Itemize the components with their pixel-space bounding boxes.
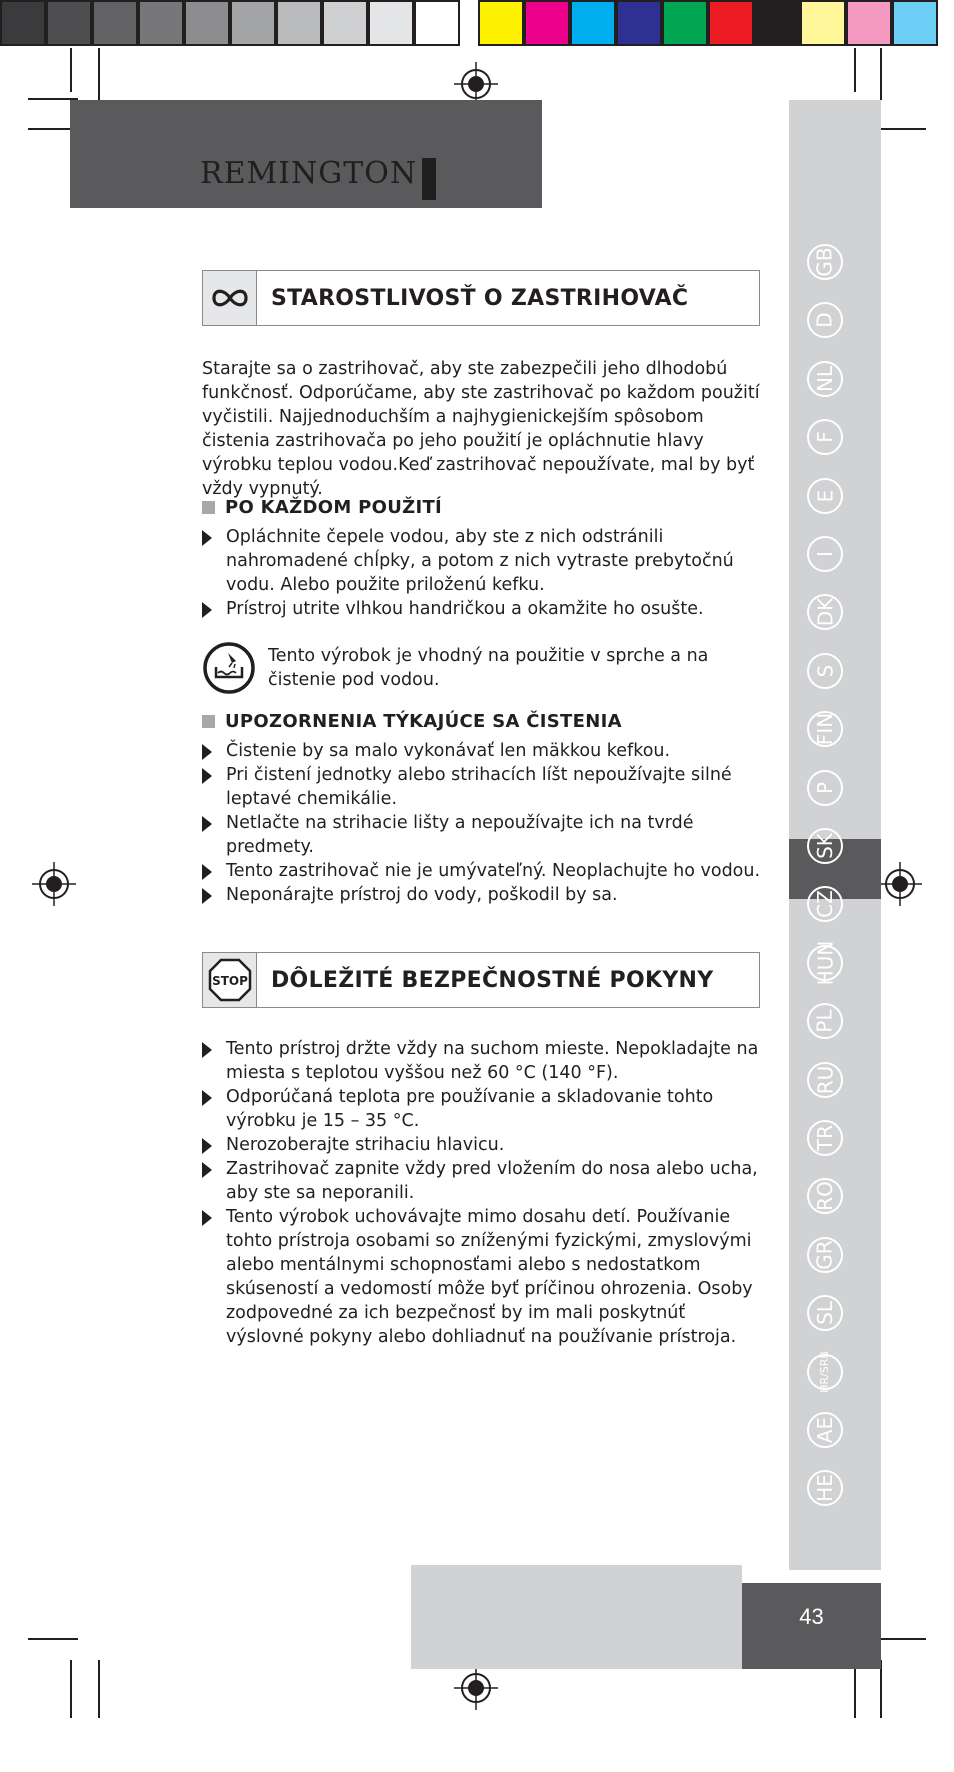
language-tab-label: GR [813, 1240, 837, 1270]
logo-bar [422, 158, 436, 200]
color-swatch [368, 0, 414, 46]
language-tab-label: F [812, 431, 837, 443]
language-tab-label: AE [812, 1416, 837, 1444]
list-item-text: Čistenie by sa malo vykonávať len mäkkou kefkou. [226, 741, 671, 761]
language-tab-label: RU [812, 1065, 837, 1094]
language-tab-sl[interactable] [807, 1295, 843, 1331]
triangle-bullet-icon [202, 816, 212, 832]
intro-paragraph: Starajte sa o zastrihovač, aby ste zabezpečili jeho dlhodobú funkčnosť. Odporúčame, aby ste zastrihovač po každom použití vyčistili. Najjednoduchším a najhygienickejším spôsobom čistenia zastrihovača po jeho použití je opláchnutie hlavy výrobku teplou vodou.Keď zastrihovač nepoužívate, mal by byť vždy vypnutý. [202, 359, 760, 499]
triangle-bullet-icon [202, 888, 212, 904]
triangle-bullet-icon [202, 1210, 212, 1226]
print-color-bar [0, 0, 954, 50]
list-item-text: Pri čistení jednotky alebo strihacích líšt nepoužívajte silné leptavé chemikálie. [226, 765, 732, 809]
language-tab-label: PL [812, 1009, 837, 1033]
list-item-text: Tento prístroj držte vždy na suchom mieste. Nepokladajte na miesta s teplotou vyššou než 60 °C (140 °F). [226, 1039, 759, 1083]
color-swatch [92, 0, 138, 46]
language-tab-label: D [813, 312, 837, 329]
language-tab-hun[interactable] [807, 940, 843, 986]
language-tab-s[interactable] [807, 653, 843, 689]
color-swatch [754, 0, 800, 46]
language-tab-sk[interactable] [807, 828, 843, 864]
section-heading-safety [202, 952, 760, 1008]
crop-mark [70, 48, 72, 92]
triangle-bullet-icon [202, 530, 212, 546]
triangle-bullet-icon [202, 768, 212, 784]
list-item-text: Opláchnite čepele vodou, aby ste z nich odstránili nahromadené chĺpky, a potom z nich vytraste prebytočnú vodu. Alebo použite priloženú kefku. [226, 527, 734, 595]
list-item-text: Prístroj utrite vlhkou handričkou a okamžite ho osušte. [226, 599, 704, 619]
triangle-bullet-icon [202, 1138, 212, 1154]
language-tab-tr[interactable] [807, 1120, 843, 1156]
triangle-bullet-icon [202, 1162, 212, 1178]
section-title: STAROSTLIVOSŤ O ZASTRIHOVAČ [271, 285, 689, 311]
color-swatch [138, 0, 184, 46]
language-tab-label: I [813, 551, 837, 557]
triangle-bullet-icon [202, 1090, 212, 1106]
page-number: 43 [799, 1604, 824, 1629]
language-tab-e[interactable] [807, 478, 843, 514]
shower-note [202, 641, 762, 697]
safety-item [202, 1085, 762, 1133]
language-tab-label: NL [812, 365, 837, 392]
safety-item [202, 1133, 762, 1157]
registration-mark-icon [878, 862, 922, 906]
color-swatch [524, 0, 570, 46]
triangle-bullet-icon [202, 1042, 212, 1058]
after-use-list [202, 525, 762, 621]
crop-mark [854, 48, 856, 92]
cleaning-warnings-list [202, 739, 762, 907]
crop-mark [876, 128, 926, 130]
note-text: Tento výrobok je vhodný na použitie v sprche a na čistenie pod vodou. [268, 646, 709, 690]
color-swatch [708, 0, 754, 46]
subheading-label: UPOZORNENIA TÝKAJÚCE SA ČISTENIA [225, 711, 622, 732]
after-use-item [202, 525, 762, 597]
language-tab-label: P [813, 781, 837, 794]
list-item-text: Neponárajte prístroj do vody, poškodil by sa. [226, 885, 618, 905]
color-swatch [322, 0, 368, 46]
language-tab-label: CZ [812, 890, 837, 919]
registration-mark-icon [32, 862, 76, 906]
color-swatch [0, 0, 46, 46]
color-swatch [662, 0, 708, 46]
square-bullet-icon [202, 715, 215, 728]
shower-water-icon [202, 641, 256, 695]
color-swatch [414, 0, 460, 46]
safety-item [202, 1205, 762, 1349]
language-tab-label: HE [813, 1474, 837, 1503]
color-swatch [478, 0, 524, 46]
list-item-text: Nerozoberajte strihaciu hlavicu. [226, 1135, 505, 1155]
language-tab-label: FIN [813, 713, 837, 746]
triangle-bullet-icon [202, 744, 212, 760]
crop-mark [70, 1660, 72, 1718]
color-swatch [230, 0, 276, 46]
language-tab-fin[interactable] [807, 711, 843, 747]
language-tab-label: HUN [813, 940, 838, 986]
subheading-label: PO KAŽDOM POUŽITÍ [225, 497, 443, 518]
cleaning-warning-item [202, 883, 762, 907]
stop-sign-icon [203, 953, 257, 1007]
color-swatch [46, 0, 92, 46]
language-tab-ae[interactable] [807, 1412, 843, 1448]
cleaning-warning-item [202, 811, 762, 859]
list-item-text: Tento výrobok uchovávajte mimo dosahu detí. Používanie tohto prístroja osobami so zníženými fyzickými, zmyslovými alebo mentálnymi schopnosťami alebo s nedostatkom skúseností a vedomostí môže byť príčinou ohrozenia. Osoby zodpovedné za ich bezpečnosť by im mali poskytnúť výslovné pokyny alebo dohliadnuť na používanie prístroja. [226, 1207, 753, 1347]
registration-mark-icon [454, 1666, 498, 1710]
brand-logo: REMINGTON [200, 156, 418, 191]
color-swatch [892, 0, 938, 46]
color-swatch [276, 0, 322, 46]
crop-mark [876, 1638, 926, 1640]
crop-mark [28, 1638, 78, 1640]
color-swatch [800, 0, 846, 46]
triangle-bullet-icon [202, 864, 212, 880]
cleaning-warning-item [202, 763, 762, 811]
language-tab-label: GB [813, 247, 837, 277]
color-swatch [570, 0, 616, 46]
language-tab-label: E [812, 489, 837, 502]
brand-header [70, 100, 542, 208]
language-tab-p[interactable] [807, 770, 843, 806]
language-tab-nl[interactable] [807, 361, 843, 397]
triangle-bullet-icon [202, 602, 212, 618]
section-heading-care [202, 270, 760, 326]
language-tab-gr[interactable] [807, 1237, 843, 1273]
color-swatch [184, 0, 230, 46]
after-use-item [202, 597, 762, 621]
language-tab-label: SK [813, 833, 837, 859]
stop-label: STOP [211, 974, 248, 988]
safety-item [202, 1037, 762, 1085]
language-tab-i[interactable] [807, 536, 843, 572]
color-swatch [616, 0, 662, 46]
safety-item [202, 1157, 762, 1205]
footer-band [411, 1565, 742, 1669]
language-tab-label: S [812, 664, 837, 678]
list-item-text: Netlačte na strihacie lišty a nepoužívajte ich na tvrdé predmety. [226, 813, 694, 857]
list-item-text: Tento zastrihovač nie je umývateľný. Neoplachujte ho vodou. [226, 861, 761, 881]
section-title: DÔLEŽITÉ BEZPEČNOSTNÉ POKYNY [271, 967, 714, 993]
infinity-icon [203, 271, 257, 325]
cleaning-warning-item [202, 859, 762, 883]
language-tab-label: TR [813, 1124, 837, 1152]
crop-mark [880, 48, 882, 100]
language-tab-f[interactable] [807, 419, 843, 455]
color-swatch [846, 0, 892, 46]
language-tab-hr-srb[interactable] [807, 1350, 843, 1393]
language-tab-label: SL [813, 1301, 837, 1326]
language-tab-label: HR/SRB [818, 1350, 832, 1393]
language-tab-pl[interactable] [807, 1003, 843, 1039]
language-tab-label: DK [812, 598, 837, 627]
cleaning-warning-item [202, 739, 762, 763]
crop-mark [98, 1660, 100, 1718]
subheading-after-use [202, 497, 442, 518]
language-tab-gb[interactable] [807, 244, 843, 280]
language-tab-ru[interactable] [807, 1062, 843, 1098]
list-item-text: Zastrihovač zapnite vždy pred vložením do nosa alebo ucha, aby ste sa neporanili. [226, 1159, 758, 1203]
list-item-text: Odporúčaná teplota pre používanie a skladovanie tohto výrobku je 15 – 35 °C. [226, 1087, 714, 1131]
safety-list [202, 1037, 762, 1349]
subheading-cleaning-warnings [202, 711, 622, 732]
crop-mark [98, 48, 100, 100]
language-tab-label: RO [812, 1181, 837, 1212]
square-bullet-icon [202, 501, 215, 514]
